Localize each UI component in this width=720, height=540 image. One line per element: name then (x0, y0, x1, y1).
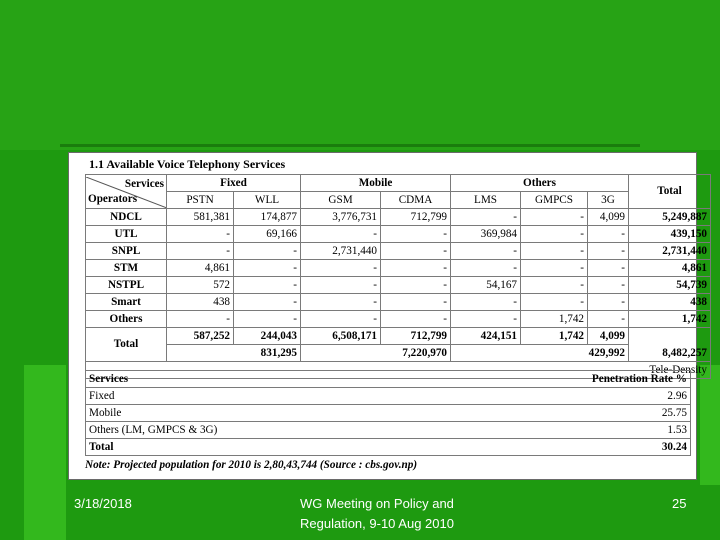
mobile-subtotal-cell: 7,220,970 (301, 345, 451, 362)
3g-cell: 4,099 (588, 209, 629, 226)
gmpcs-cell: - (521, 260, 588, 277)
table-row (86, 294, 711, 311)
accent-bar-right (700, 365, 720, 485)
pstn-cell: 572 (167, 277, 234, 294)
total-wll-cell: 244,043 (234, 328, 301, 345)
fixed-subtotal-cell: 831,295 (167, 345, 301, 362)
cdma-cell: - (381, 311, 451, 328)
telephony-table-image (68, 152, 708, 480)
penetration-header-row (86, 371, 691, 388)
column-header-row (86, 192, 711, 209)
rate-cell: 25.75 (386, 405, 691, 422)
total-pstn-cell: 587,252 (167, 328, 234, 345)
lms-cell: 369,984 (451, 226, 521, 243)
penetration-row (86, 388, 691, 405)
wll-cell: - (234, 294, 301, 311)
group-header-row (86, 175, 711, 192)
total-row-label: Total (86, 328, 167, 362)
pstn-cell: 438 (167, 294, 234, 311)
service-cell: Mobile (86, 405, 386, 422)
service-cell: Fixed (86, 388, 386, 405)
footer-page-number: 25 (672, 496, 687, 511)
wll-cell: 174,877 (234, 209, 301, 226)
total-lms-cell: 424,151 (451, 328, 521, 345)
penetration-total-label: Total (86, 439, 386, 456)
operator-cell: Smart (86, 294, 167, 311)
pstn-cell: - (167, 311, 234, 328)
col-header-gsm: GSM (301, 192, 381, 209)
penetration-row (86, 405, 691, 422)
gmpcs-cell: 1,742 (521, 311, 588, 328)
operator-cell: UTL (86, 226, 167, 243)
table-row (86, 260, 711, 277)
corner-services-label: Services (124, 177, 164, 190)
tele-density-label: Tele-Density (86, 362, 711, 379)
col-header-3g: 3G (588, 192, 629, 209)
corner-header-cell (86, 175, 167, 209)
table-row (86, 209, 711, 226)
3g-cell: - (588, 243, 629, 260)
col-header-wll: WLL (234, 192, 301, 209)
corner-diagonal (86, 177, 166, 207)
col-header-cdma: CDMA (381, 192, 451, 209)
wll-cell: - (234, 277, 301, 294)
3g-cell: - (588, 226, 629, 243)
others-subtotal-cell: 429,992 (451, 345, 629, 362)
rate-cell: 1.53 (386, 422, 691, 439)
lms-cell: 54,167 (451, 277, 521, 294)
total-3g-cell: 4,099 (588, 328, 629, 345)
footer-event-line1: WG Meeting on Policy and (300, 496, 454, 511)
total-cdma-cell: 712,799 (381, 328, 451, 345)
gsm-cell: - (301, 294, 381, 311)
table-row (86, 226, 711, 243)
3g-cell: - (588, 294, 629, 311)
lms-cell: - (451, 294, 521, 311)
penetration-row (86, 422, 691, 439)
gsm-cell: - (301, 311, 381, 328)
gmpcs-cell: - (521, 243, 588, 260)
3g-cell: - (588, 277, 629, 294)
operator-cell: SNPL (86, 243, 167, 260)
accent-bar-left (24, 365, 66, 540)
services-header: Services (86, 371, 386, 388)
cdma-cell: 712,799 (381, 209, 451, 226)
corner-operators-label: Operators (88, 192, 138, 205)
rate-header: Penetration Rate % (386, 371, 691, 388)
gsm-cell: - (301, 260, 381, 277)
col-header-lms: LMS (451, 192, 521, 209)
total-cell: 54,739 (629, 277, 711, 294)
total-gsm-cell: 6,508,171 (301, 328, 381, 345)
gmpcs-cell: - (521, 226, 588, 243)
group-fixed-header: Fixed (167, 175, 301, 192)
pstn-cell: - (167, 226, 234, 243)
gsm-cell: 3,776,731 (301, 209, 381, 226)
rate-cell: 2.96 (386, 388, 691, 405)
lms-cell: - (451, 260, 521, 277)
gsm-cell: - (301, 277, 381, 294)
wll-cell: - (234, 243, 301, 260)
wll-cell: - (234, 311, 301, 328)
gsm-cell: - (301, 226, 381, 243)
col-header-pstn: PSTN (167, 192, 234, 209)
operator-cell: STM (86, 260, 167, 277)
cdma-cell: - (381, 226, 451, 243)
cdma-cell: - (381, 277, 451, 294)
table-row (86, 243, 711, 260)
total-cell: 439,150 (629, 226, 711, 243)
group-others-header: Others (451, 175, 629, 192)
total-cell: 1,742 (629, 311, 711, 328)
operator-cell: NSTPL (86, 277, 167, 294)
total-cell: 2,731,440 (629, 243, 711, 260)
table-row (86, 277, 711, 294)
document-heading: 1.1 Available Voice Telephony Services (89, 157, 286, 171)
gmpcs-cell: - (521, 294, 588, 311)
total-gmpcs-cell: 1,742 (521, 328, 588, 345)
3g-cell: - (588, 260, 629, 277)
total-cell: 4,861 (629, 260, 711, 277)
gmpcs-cell: - (521, 277, 588, 294)
subtotal-row (86, 345, 711, 362)
lms-cell: - (451, 311, 521, 328)
service-cell: Others (LM, GMPCS & 3G) (86, 422, 386, 439)
wll-cell: 69,166 (234, 226, 301, 243)
operator-cell: Others (86, 311, 167, 328)
pstn-cell: - (167, 243, 234, 260)
accent-bar-top (60, 144, 640, 147)
lms-cell: - (451, 209, 521, 226)
population-note: Note: Projected population for 2010 is 2,80,43,744 (Source : cbs.gov.np) (85, 459, 418, 471)
gsm-cell: 2,731,440 (301, 243, 381, 260)
3g-cell: - (588, 311, 629, 328)
total-cell: 5,249,887 (629, 209, 711, 226)
col-header-gmpcs: GMPCS (521, 192, 588, 209)
gmpcs-cell: - (521, 209, 588, 226)
grand-total-cell: 8,482,257 (629, 328, 711, 362)
wll-cell: - (234, 260, 301, 277)
penetration-total-row (86, 439, 691, 456)
operator-cell: NDCL (86, 209, 167, 226)
pstn-cell: 4,861 (167, 260, 234, 277)
footer-date: 3/18/2018 (74, 496, 132, 511)
footer-event (300, 494, 500, 534)
footer-event-line2: Regulation, 9-10 Aug 2010 (300, 516, 454, 531)
cdma-cell: - (381, 243, 451, 260)
cdma-cell: - (381, 260, 451, 277)
lms-cell: - (451, 243, 521, 260)
slide-title-band (0, 0, 720, 150)
penetration-table (85, 370, 691, 456)
voice-telephony-table (85, 174, 711, 379)
total-header: Total (629, 175, 711, 209)
penetration-total-rate: 30.24 (386, 439, 691, 456)
cdma-cell: - (381, 294, 451, 311)
total-cell: 438 (629, 294, 711, 311)
pstn-cell: 581,381 (167, 209, 234, 226)
group-mobile-header: Mobile (301, 175, 451, 192)
table-row (86, 311, 711, 328)
total-row (86, 328, 711, 345)
